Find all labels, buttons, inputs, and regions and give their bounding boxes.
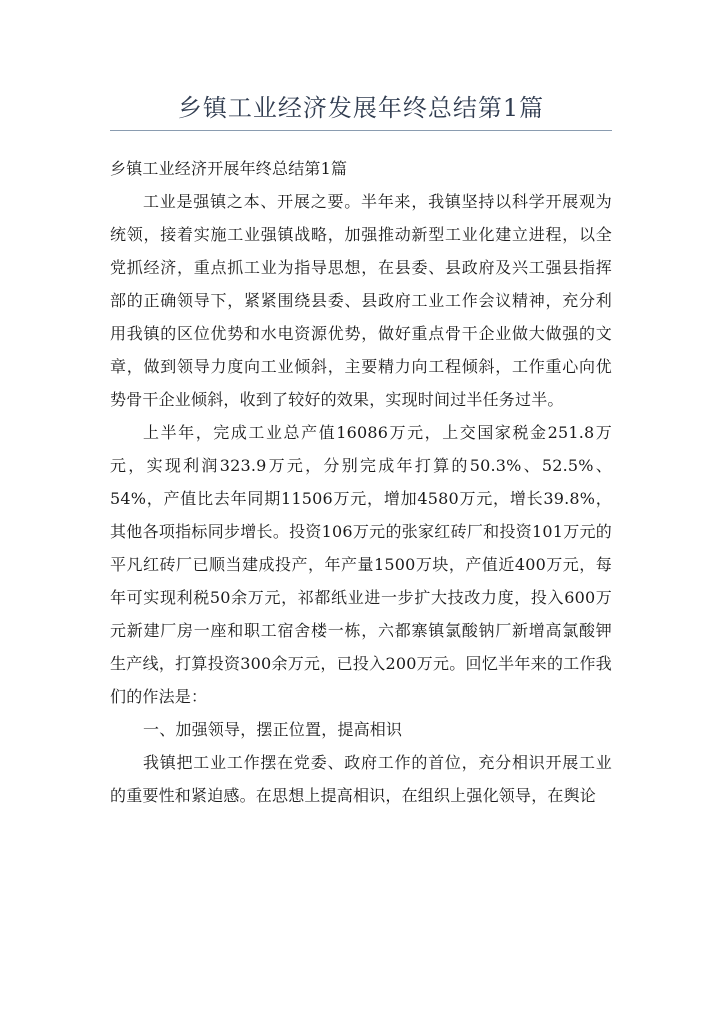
section-heading: 一、加强领导，摆正位置，提高相识 (143, 720, 403, 739)
document-title: 乡镇工业经济发展年终总结第1篇 (177, 94, 545, 122)
paragraph-intro: 工业是强镇之本、开展之要。半年来，我镇坚持以科学开展观为统领，接着实施工业强镇战略，加强推动新型工业化建立进程，以全党抓经济，重点抓工业为指导思想，在县委、县政府及兴工强县指挥部的正确领导下，紧紧围绕县委、县政府工业工作会议精神，充分利用我镇的区位优势和水电资源优势，做好重点骨干企业做大做强的文章，做到领导力度向工业倾斜，主要精力向工程倾斜，工作重心向优势骨干企业倾斜，收到了较好的效果，实现时间过半任务过半。 (110, 192, 612, 409)
document-subtitle: 乡镇工业经济开展年终总结第1篇 (110, 159, 348, 178)
document-body (110, 152, 612, 812)
title-divider (110, 130, 612, 131)
paragraph-section-1: 我镇把工业工作摆在党委、政府工作的首位，充分相识开展工业的重要性和紧迫感。在思想上提高相识，在组织上强化领导，在舆论 (110, 753, 612, 805)
paragraph-results: 上半年，完成工业总产值16086万元，上交国家税金251.8万元，实现利润323.9万元，分别完成年打算的50.3%、52.5%、54%，产值比去年同期11506万元，增加4580万元，增长39.8%，其他各项指标同步增长。投资106万元的张家红砖厂和投资101万元的平凡红砖厂已顺当建成投产，年产量1500万块，产值近400万元，每年可实现利税50余万元，祁都纸业进一步扩大技改力度，投入600万元新建厂房一座和职工宿舍楼一栋，六都寨镇氯酸钠厂新增高氯酸钾生产线，打算投资300余万元，已投入200万元。回忆半年来的工作我们的作法是： (110, 423, 612, 706)
